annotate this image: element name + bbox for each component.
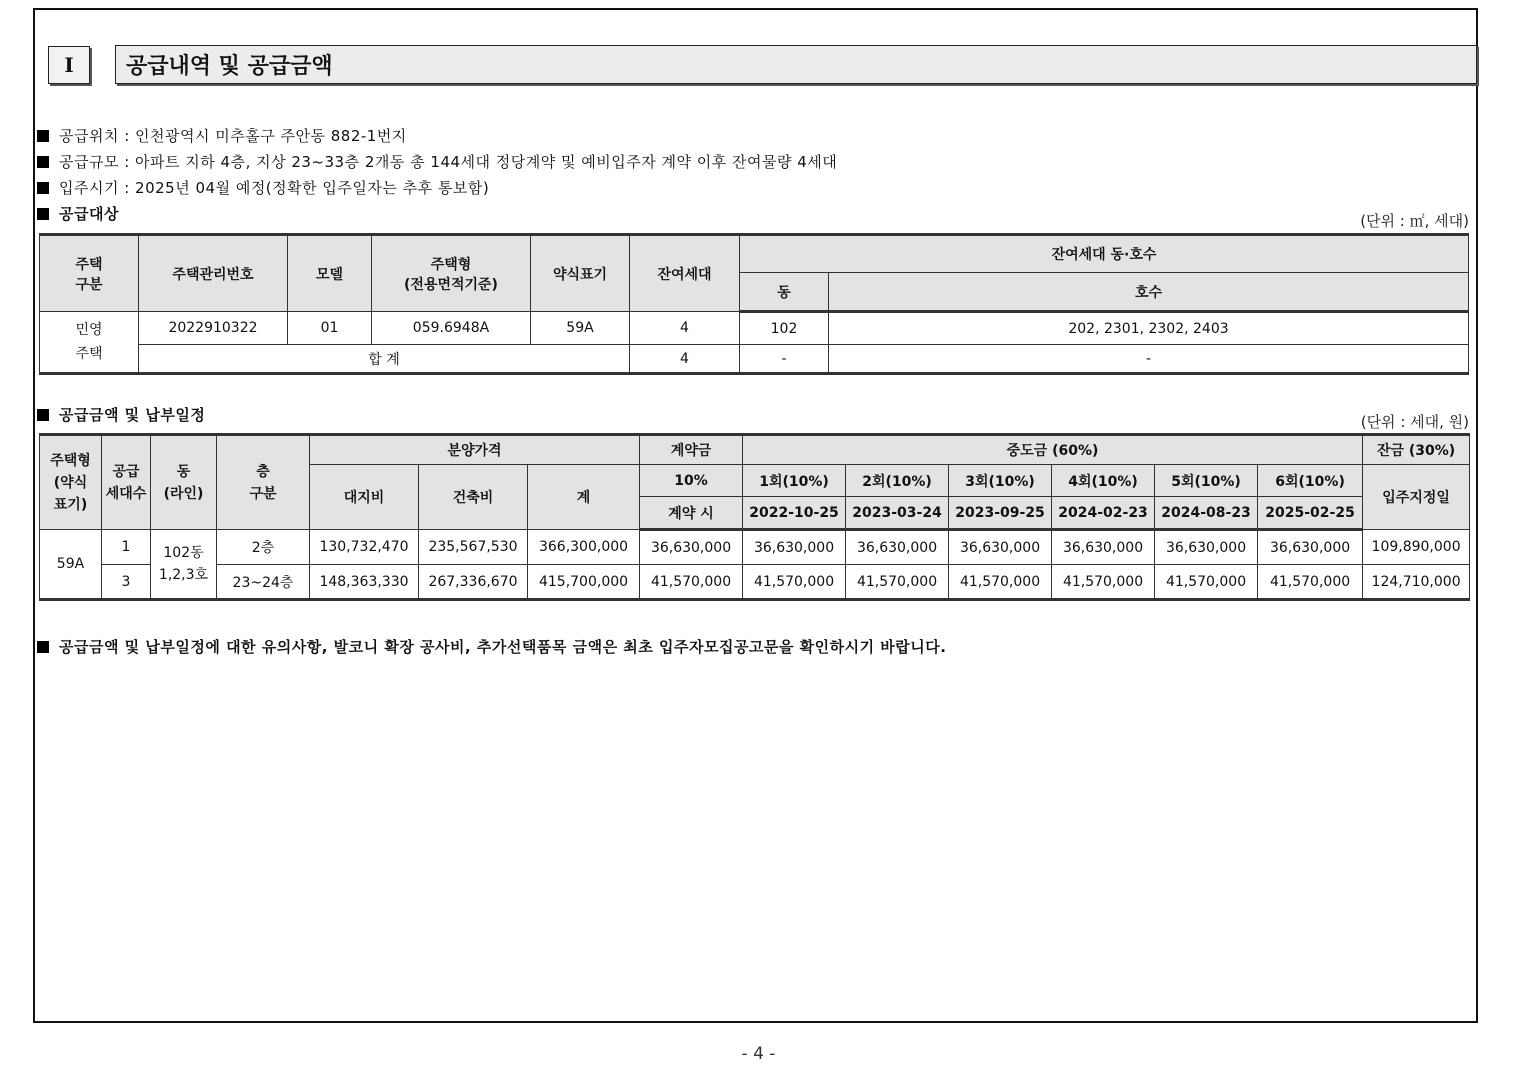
cell-interim-2: 36,630,000 bbox=[846, 530, 949, 565]
th-balance: 잔금 (30%) bbox=[1363, 435, 1470, 465]
cell-interim-4: 36,630,000 bbox=[1052, 530, 1155, 565]
th-interim-1: 1회(10%) bbox=[743, 465, 846, 497]
table-row bbox=[40, 312, 1469, 345]
th-house-category: 주택 구분 bbox=[40, 235, 139, 312]
cell-ho: 202, 2301, 2302, 2403 bbox=[829, 312, 1469, 345]
notice bbox=[37, 636, 946, 657]
th-deposit-when: 계약 시 bbox=[640, 497, 743, 530]
bullet-square-icon bbox=[37, 130, 49, 142]
cell-interim-1: 41,570,000 bbox=[743, 565, 846, 600]
th-interim-date-5: 2024-08-23 bbox=[1155, 497, 1258, 530]
th-model: 모델 bbox=[288, 235, 372, 312]
cell-balance: 109,890,000 bbox=[1363, 530, 1470, 565]
th-floor: 층 구분 bbox=[217, 435, 310, 530]
supply-target-table bbox=[39, 233, 1469, 375]
cell-interim-4: 41,570,000 bbox=[1052, 565, 1155, 600]
th-land: 대지비 bbox=[310, 465, 419, 530]
th-deposit: 계약금 bbox=[640, 435, 743, 465]
th-dong: 동 bbox=[740, 273, 829, 312]
price-heading-text: 공급금액 및 납부일정 bbox=[59, 406, 206, 424]
th-interim-2: 2회(10%) bbox=[846, 465, 949, 497]
cell-house-type: 059.6948A bbox=[372, 312, 531, 345]
th-interim-date-3: 2023-09-25 bbox=[949, 497, 1052, 530]
th-interim-5: 5회(10%) bbox=[1155, 465, 1258, 497]
cell-floor: 23~24층 bbox=[217, 565, 310, 600]
cell-interim-6: 41,570,000 bbox=[1258, 565, 1363, 600]
cell-total-dong: - bbox=[740, 345, 829, 374]
bullet-square-icon bbox=[37, 208, 49, 220]
cell-land: 130,732,470 bbox=[310, 530, 419, 565]
section-number: I bbox=[48, 46, 90, 84]
cell-total-remaining: 4 bbox=[630, 345, 740, 374]
th-interim-4: 4회(10%) bbox=[1052, 465, 1155, 497]
cell-sum: 415,700,000 bbox=[528, 565, 640, 600]
cell-units: 3 bbox=[102, 565, 151, 600]
cell-abbrev: 59A bbox=[531, 312, 630, 345]
bullet-square-icon bbox=[37, 156, 49, 168]
th-balance-when: 입주지정일 bbox=[1363, 465, 1470, 530]
th-interim-date-4: 2024-02-23 bbox=[1052, 497, 1155, 530]
cell-land: 148,363,330 bbox=[310, 565, 419, 600]
table-row bbox=[40, 530, 1470, 565]
cell-interim-6: 36,630,000 bbox=[1258, 530, 1363, 565]
th-dong-line: 동 (라인) bbox=[151, 435, 217, 530]
cell-interim-3: 36,630,000 bbox=[949, 530, 1052, 565]
info-movein bbox=[37, 177, 489, 198]
cell-building: 235,567,530 bbox=[419, 530, 528, 565]
notice-text: 공급금액 및 납부일정에 대한 유의사항, 발코니 확장 공사비, 추가선택품목 금액은 최초 입주자모집공고문을 확인하시기 바랍니다. bbox=[59, 638, 947, 656]
cell-balance: 124,710,000 bbox=[1363, 565, 1470, 600]
info-location-text: 공급위치 : 인천광역시 미추홀구 주안동 882-1번지 bbox=[59, 127, 407, 145]
price-heading bbox=[37, 404, 205, 425]
cell-sum: 366,300,000 bbox=[528, 530, 640, 565]
th-interim-6: 6회(10%) bbox=[1258, 465, 1363, 497]
cell-total-label: 합 계 bbox=[139, 345, 630, 374]
th-interim-date-1: 2022-10-25 bbox=[743, 497, 846, 530]
th-sale-price: 분양가격 bbox=[310, 435, 640, 465]
th-deposit-pct: 10% bbox=[640, 465, 743, 497]
cell-deposit: 36,630,000 bbox=[640, 530, 743, 565]
price-unit: (단위 : 세대, 원) bbox=[1360, 413, 1469, 431]
section-title: 공급내역 및 공급금액 bbox=[115, 45, 1477, 84]
info-scale bbox=[37, 151, 837, 172]
th-type: 주택형 (약식 표기) bbox=[40, 435, 102, 530]
th-ho: 호수 bbox=[829, 273, 1469, 312]
bullet-square-icon bbox=[37, 409, 49, 421]
th-interim-3: 3회(10%) bbox=[949, 465, 1052, 497]
supply-target-unit: (단위 : ㎡, 세대) bbox=[1360, 212, 1469, 230]
bullet-square-icon bbox=[37, 641, 49, 653]
table-row bbox=[40, 565, 1470, 600]
th-building: 건축비 bbox=[419, 465, 528, 530]
th-interim-date-2: 2023-03-24 bbox=[846, 497, 949, 530]
cell-units: 1 bbox=[102, 530, 151, 565]
cell-interim-5: 36,630,000 bbox=[1155, 530, 1258, 565]
cell-dong-line: 102동 1,2,3호 bbox=[151, 530, 217, 600]
info-scale-text: 공급규모 : 아파트 지하 4층, 지상 23~33층 2개동 총 144세대 정당계약 및 예비입주자 계약 이후 잔여물량 4세대 bbox=[59, 153, 838, 171]
table-row-total bbox=[40, 345, 1469, 374]
cell-total-ho: - bbox=[829, 345, 1469, 374]
cell-building: 267,336,670 bbox=[419, 565, 528, 600]
cell-interim-1: 36,630,000 bbox=[743, 530, 846, 565]
th-house-type: 주택형 (전용면적기준) bbox=[372, 235, 531, 312]
cell-interim-3: 41,570,000 bbox=[949, 565, 1052, 600]
cell-deposit: 41,570,000 bbox=[640, 565, 743, 600]
bullet-square-icon bbox=[37, 182, 49, 194]
page-number: - 4 - bbox=[741, 1044, 776, 1064]
th-interim: 중도금 (60%) bbox=[743, 435, 1363, 465]
th-remaining: 잔여세대 bbox=[630, 235, 740, 312]
cell-type: 59A bbox=[40, 530, 102, 600]
supply-target-heading bbox=[37, 203, 119, 224]
th-abbrev: 약식표기 bbox=[531, 235, 630, 312]
cell-interim-2: 41,570,000 bbox=[846, 565, 949, 600]
cell-category: 민영 주택 bbox=[40, 312, 139, 374]
th-mgmt-no: 주택관리번호 bbox=[139, 235, 288, 312]
cell-interim-5: 41,570,000 bbox=[1155, 565, 1258, 600]
info-location bbox=[37, 125, 407, 146]
cell-model: 01 bbox=[288, 312, 372, 345]
cell-remaining: 4 bbox=[630, 312, 740, 345]
th-supply-units: 공급 세대수 bbox=[102, 435, 151, 530]
info-movein-text: 입주시기 : 2025년 04월 예정(정확한 입주일자는 추후 통보함) bbox=[59, 179, 490, 197]
cell-dong: 102 bbox=[740, 312, 829, 345]
price-schedule-table bbox=[39, 433, 1470, 601]
cell-floor: 2층 bbox=[217, 530, 310, 565]
th-remaining-units: 잔여세대 동·호수 bbox=[740, 235, 1469, 273]
supply-target-heading-text: 공급대상 bbox=[59, 205, 119, 223]
th-sum: 계 bbox=[528, 465, 640, 530]
cell-mgmt-no: 2022910322 bbox=[139, 312, 288, 345]
th-interim-date-6: 2025-02-25 bbox=[1258, 497, 1363, 530]
